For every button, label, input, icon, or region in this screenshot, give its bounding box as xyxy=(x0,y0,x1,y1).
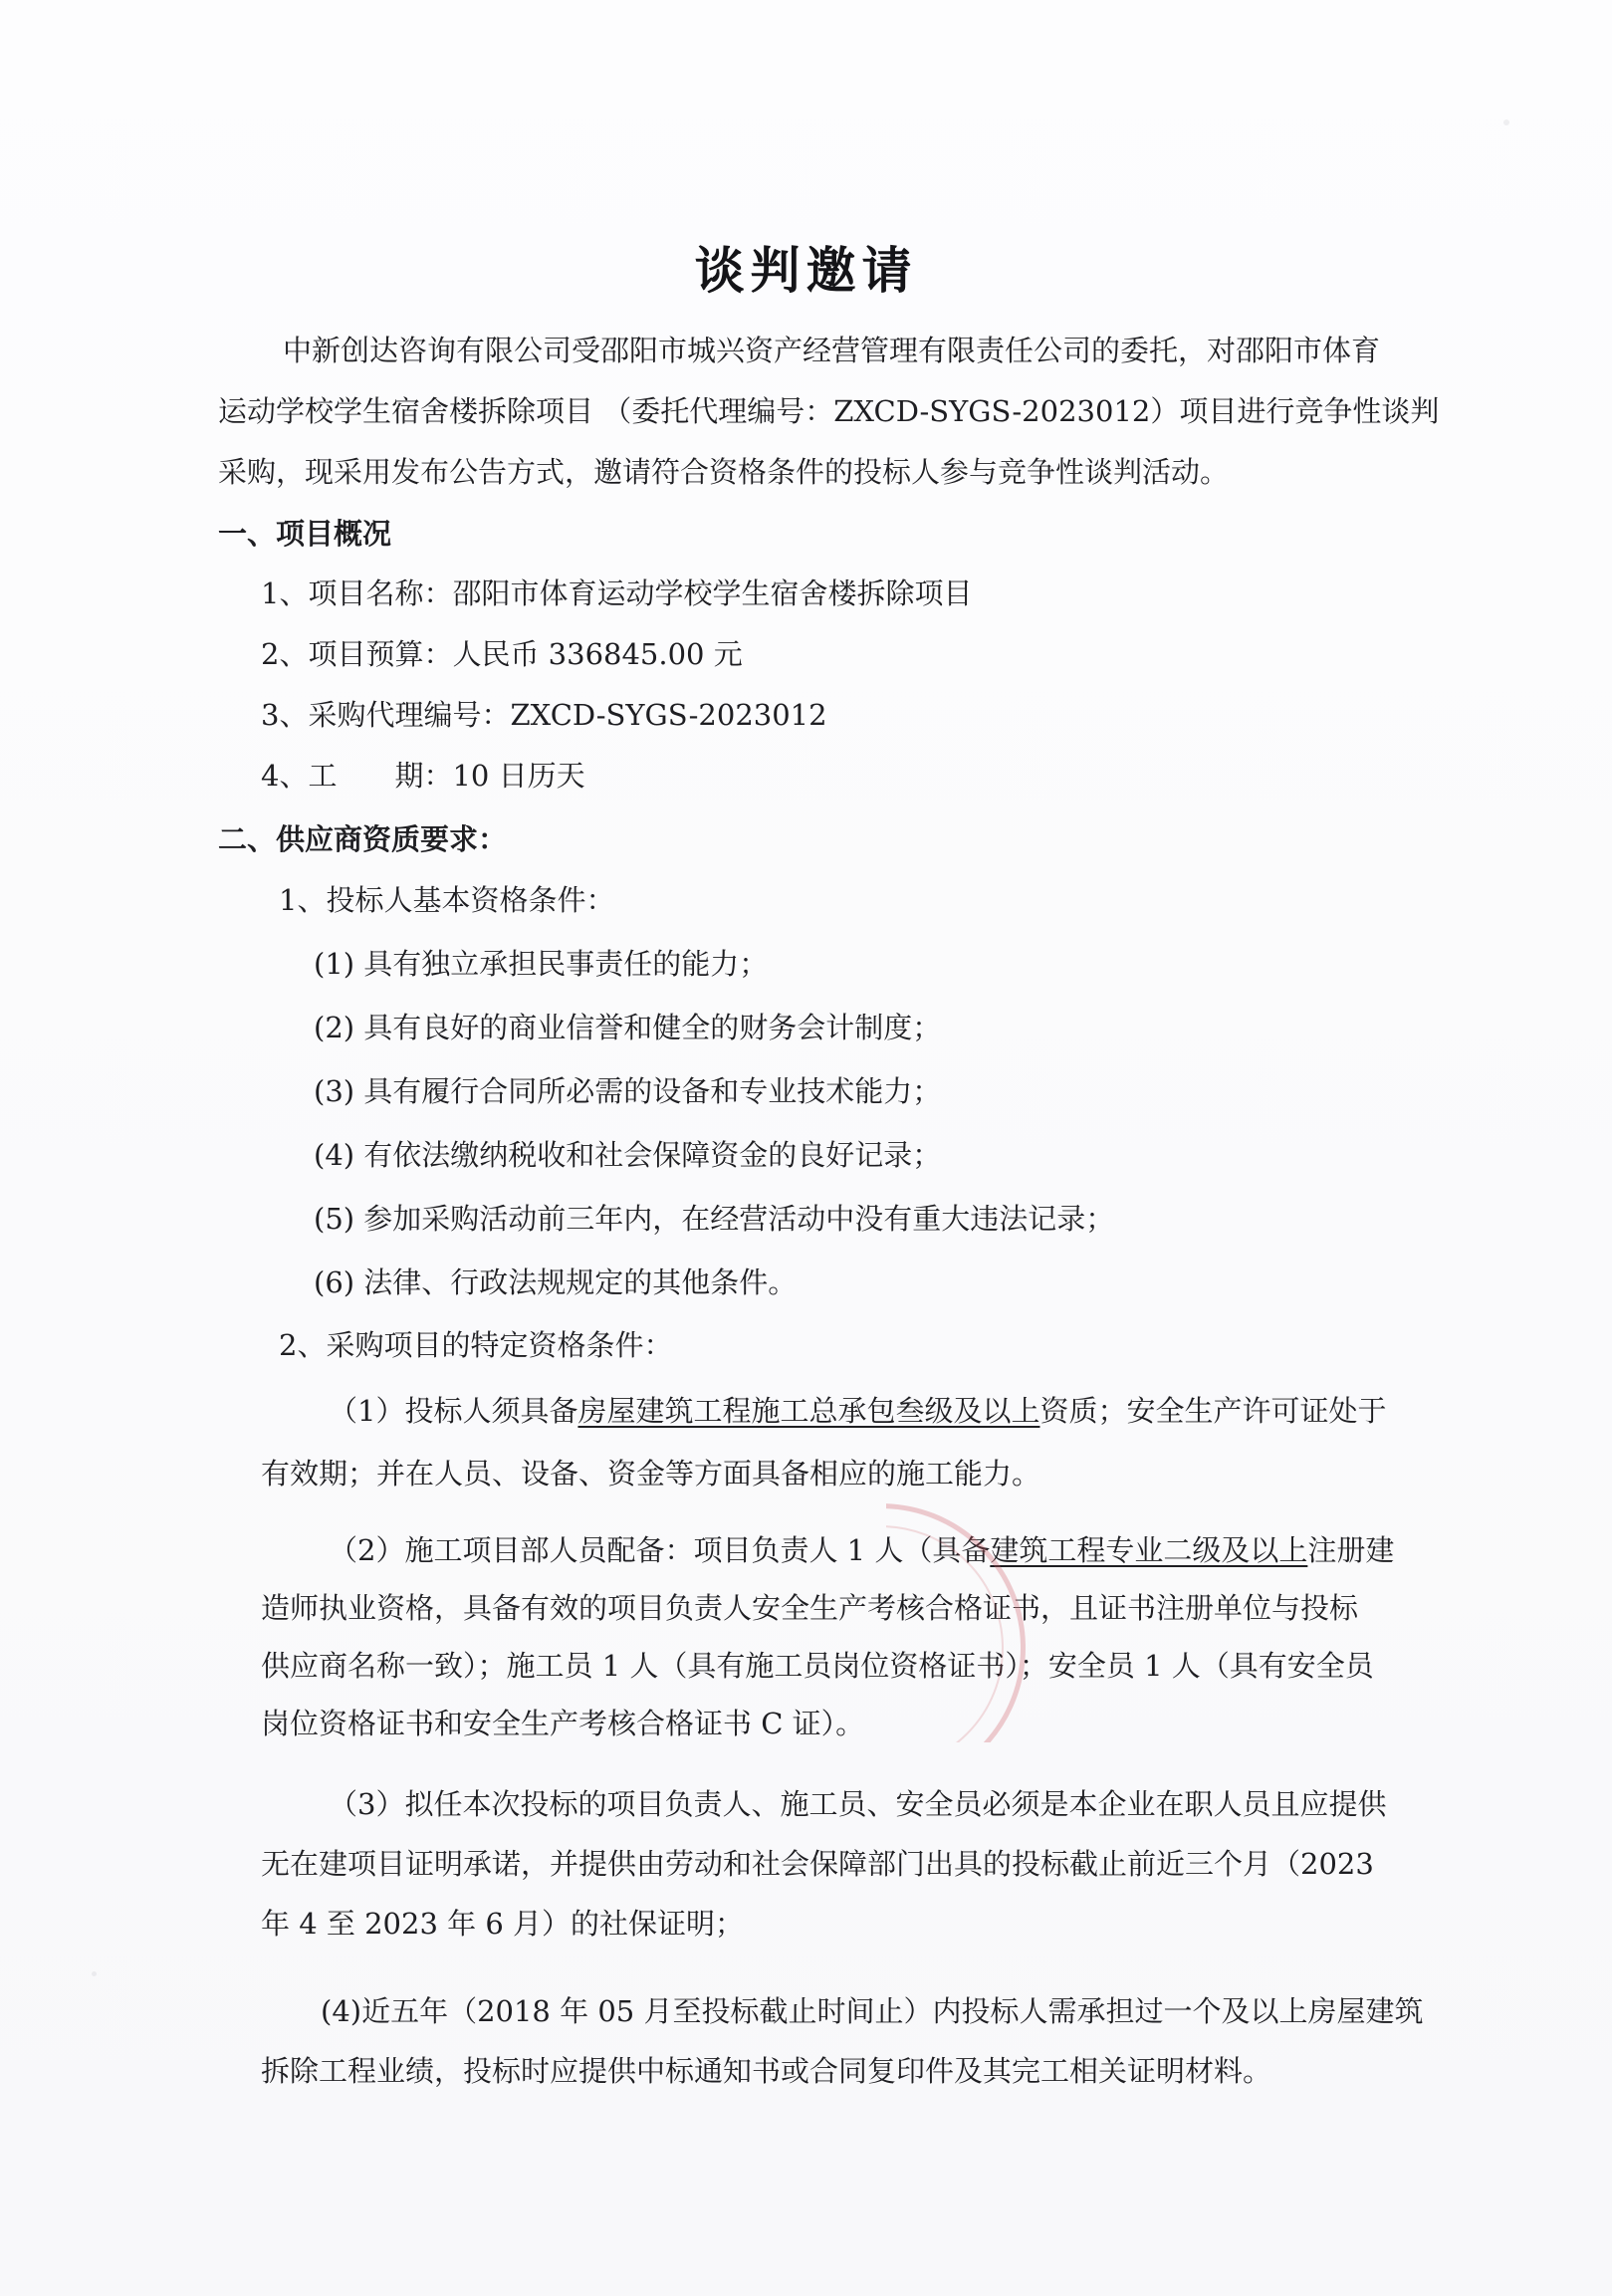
specific-1-post: 资质；安全生产许可证处于 xyxy=(1039,1394,1387,1428)
basic-qualification-item: (6) 法律、行政法规规定的其他条件。 xyxy=(314,1265,798,1299)
specific-qualification-4-line-2: 拆除工程业绩，投标时应提供中标通知书或合同复印件及其完工相关证明材料。 xyxy=(261,2054,1272,2088)
document-title: 谈判邀请 xyxy=(694,242,918,300)
procurement-agent-number: 3、采购代理编号：ZXCD-SYGS-2023012 xyxy=(261,698,827,732)
basic-qualifications-title: 1、投标人基本资格条件： xyxy=(279,883,615,917)
specific-qualification-2-line-1 xyxy=(329,1530,1394,1570)
basic-qualification-item: (4) 有依法缴纳税收和社会保障资金的良好记录； xyxy=(314,1138,942,1172)
specific-qualification-1-line-1 xyxy=(329,1391,1386,1431)
project-name: 1、项目名称：邵阳市体育运动学校学生宿舍楼拆除项目 xyxy=(261,576,973,610)
specific-2-pre: （2）施工项目部人员配备：项目负责人 1 人（具备 xyxy=(329,1533,991,1567)
specific-qualification-2-line-2: 造师执业资格，具备有效的项目负责人安全生产考核合格证书，且证书注册单位与投标 xyxy=(261,1591,1359,1625)
specific-qualification-1-line-2: 有效期；并在人员、设备、资金等方面具备相应的施工能力。 xyxy=(261,1457,1041,1491)
section-heading-supplier-qualifications: 二、供应商资质要求： xyxy=(218,822,508,856)
project-budget: 2、项目预算：人民币 336845.00 元 xyxy=(261,637,743,671)
intro-line-1: 中新创达咨询有限公司受邵阳市城兴资产经营管理有限责任公司的委托，对邵阳市体育 xyxy=(283,334,1381,367)
specific-qualifications-title: 2、采购项目的特定资格条件： xyxy=(279,1328,673,1362)
specific-qualification-2-line-4: 岗位资格证书和安全生产考核合格证书 C 证）。 xyxy=(261,1707,865,1740)
specific-qualification-3-line-3: 年 4 至 2023 年 6 月）的社保证明； xyxy=(261,1907,745,1941)
basic-qualification-item: (5) 参加采购活动前三年内，在经营活动中没有重大违法记录； xyxy=(314,1202,1115,1236)
specific-2-post: 注册建 xyxy=(1307,1533,1395,1567)
specific-qualification-3-line-2: 无在建项目证明承诺，并提供由劳动和社会保障部门出具的投标截止前近三个月（2023 xyxy=(261,1847,1374,1881)
specific-2-underlined-qualification: 建筑工程专业二级及以上 xyxy=(990,1533,1308,1567)
scan-artifact xyxy=(92,1971,97,1976)
specific-qualification-3-line-1: （3）拟任本次投标的项目负责人、施工员、安全员必须是本企业在职人员且应提供 xyxy=(329,1787,1387,1821)
basic-qualification-item: (3) 具有履行合同所必需的设备和专业技术能力； xyxy=(314,1074,942,1108)
intro-line-3: 采购，现采用发布公告方式，邀请符合资格条件的投标人参与竞争性谈判活动。 xyxy=(218,455,1230,489)
construction-period: 4、工 期：10 日历天 xyxy=(261,759,585,793)
basic-qualification-item: (1) 具有独立承担民事责任的能力； xyxy=(314,947,769,981)
specific-1-underlined-qualification: 房屋建筑工程施工总承包叁级及以上 xyxy=(577,1394,1040,1428)
section-heading-project-overview: 一、项目概况 xyxy=(218,517,392,551)
specific-qualification-2-line-3: 供应商名称一致）；施工员 1 人（具有施工员岗位资格证书）；安全员 1 人（具有安全员 xyxy=(261,1649,1374,1683)
intro-line-2: 运动学校学生宿舍楼拆除项目 （委托代理编号：ZXCD-SYGS-2023012）项目进行竞争性谈判 xyxy=(218,394,1440,428)
scan-artifact xyxy=(1503,119,1509,125)
specific-1-pre: （1）投标人须具备 xyxy=(329,1394,578,1428)
specific-qualification-4-line-1: (4)近五年（2018 年 05 月至投标截止时间止）内投标人需承担过一个及以上房屋建筑 xyxy=(321,1994,1424,2028)
basic-qualification-item: (2) 具有良好的商业信誉和健全的财务会计制度； xyxy=(314,1011,942,1044)
